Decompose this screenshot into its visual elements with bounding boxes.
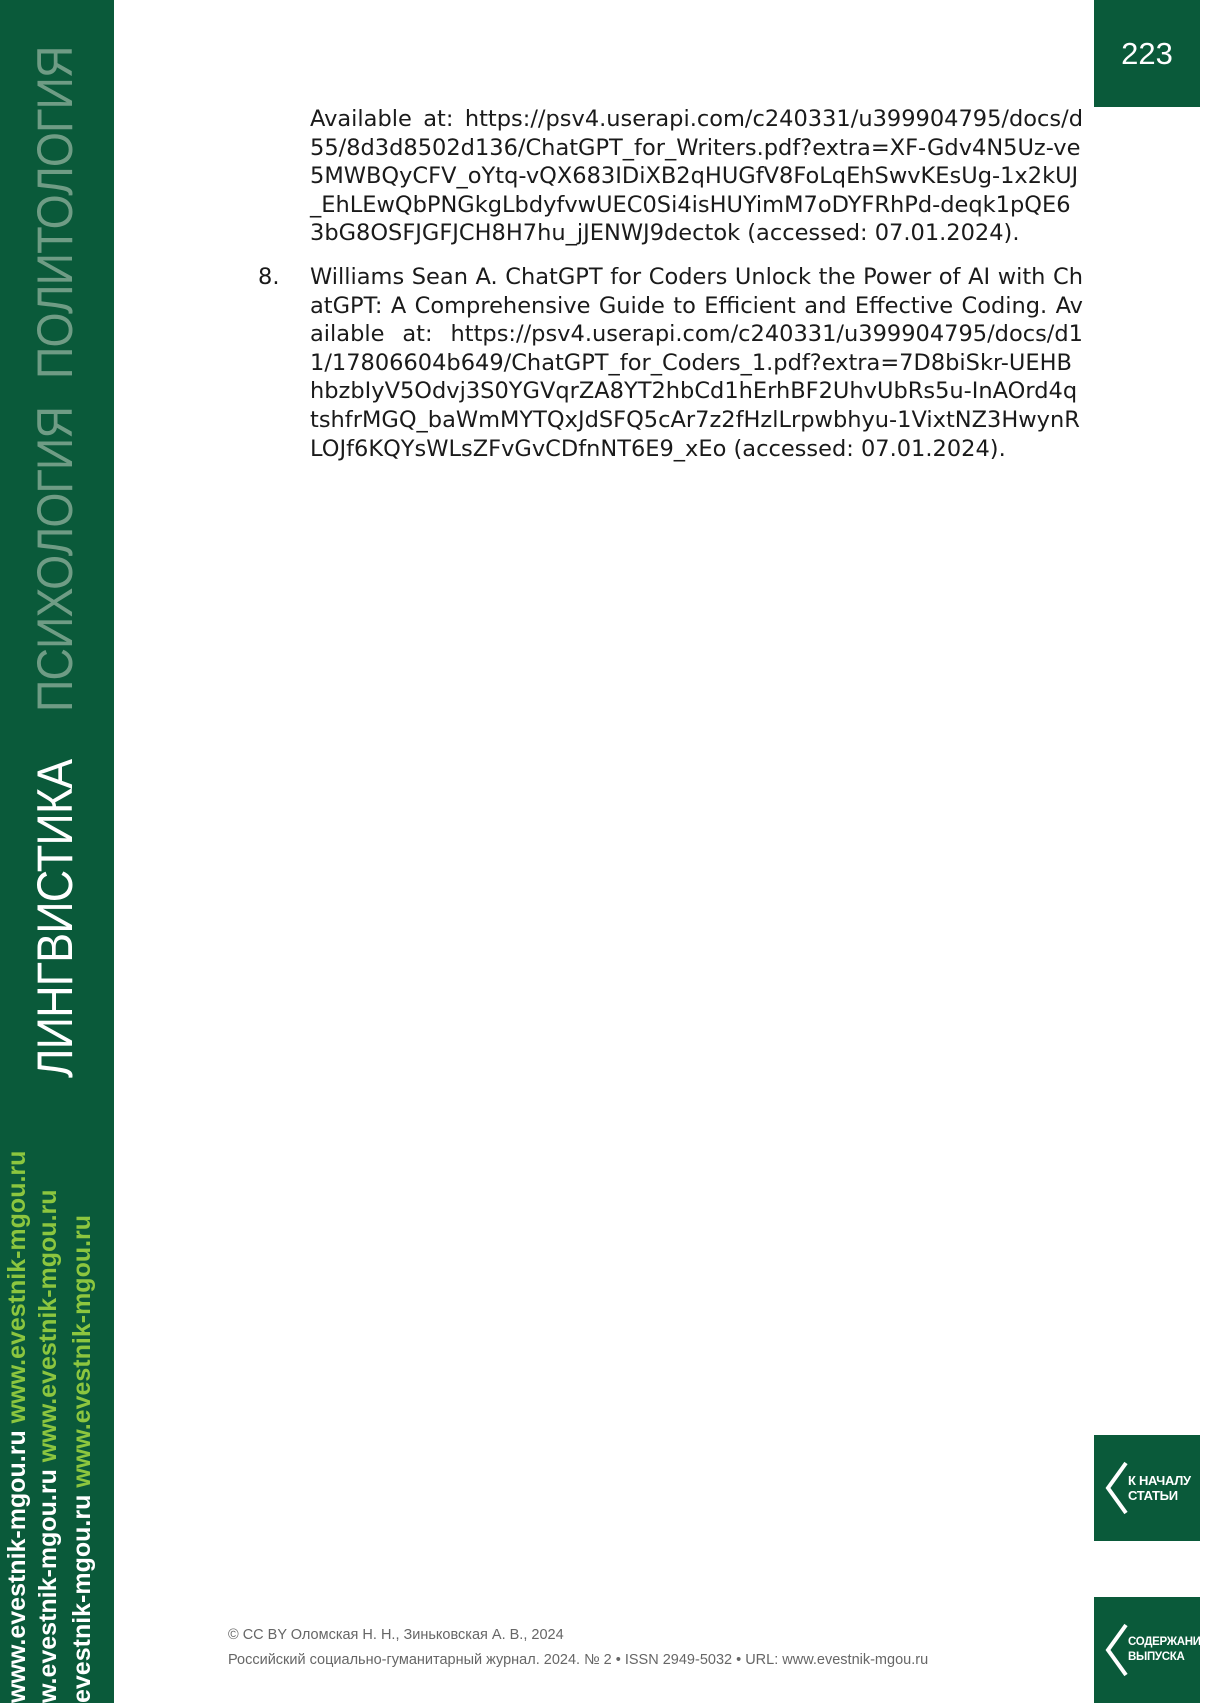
back-to-article-start-button[interactable] (1094, 1435, 1200, 1541)
reference-item (250, 105, 1083, 248)
site-url-link[interactable]: www.evestnik-mgou.ru (3, 1150, 31, 1424)
reference-item (250, 263, 1083, 463)
reference-number (250, 105, 310, 248)
site-url-link[interactable]: www.evestnik-mgou.ru (3, 1430, 31, 1703)
reference-text: Available at: https://psv4.userapi.com/c240331/u399904795/docs/d55/8d3d8502d136/ChatGPT_for_Writers.pdf?extra=XF-Gdv4N5Uz-ve5MWBQyCFV_oYtq-vQX683IDiXB2qHUGfV8FoLqEhSwvKEsUg-1x2kUJ_EhLEwQbPNGkgLbdyfvwUEC0Si4isHUYimM7oDYFRhPd-deqk1pQE63bG8OSFJGFJCH8H7hu_jJENWJ9dectok (accessed: 07.01.2024). (310, 106, 1083, 247)
site-url-link[interactable]: w.evestnik-mgou.ru (34, 1469, 62, 1703)
section-political-science: ПОЛИТОЛОГИЯ (27, 46, 83, 379)
site-url-link[interactable]: evestnik-mgou.ru (68, 1494, 96, 1703)
sidebar-url-row (5, 1151, 30, 1703)
journal-info-line: Российский социально-гуманитарный журнал. 2024. № 2 • ISSN 2949-5032 • URL: www.evestnik-mgou.ru (228, 1652, 929, 1668)
reference-text: Williams Sean A. ChatGPT for Coders Unlock the Power of AI with ChatGPT: A Comprehensive Guide to Efficient and Effective Coding. Available at: https://psv4.userapi.com/c240331/u399904795/docs/d11/17806604b649/ChatGPT_for_Coders_1.pdf?extra=7D8biSkr-UEHBhbzbIyV5Odvj3S0YGVqrZA8YT2hbCd1hErhBF2UhvUbRs5u-InAOrd4qtshfrMGQ_baWmMYTQxJdSFQ5cAr7z2fHzlLrpwbhyu-1VixtNZ3HwynRLOJf6KQYsWLsZFvGvCDfnNT6E9_xEo (accessed: 07.01.2024). (310, 263, 1083, 462)
sidebar-url-row (36, 1189, 61, 1703)
reference-number: 8. (258, 263, 280, 290)
copyright-line: © CC BY Оломская Н. Н., Зиньковская А. В., 2024 (228, 1627, 564, 1643)
nav-label: СОДЕРЖАНИЕ ВЫПУСКА (1128, 1636, 1208, 1663)
chevron-left-icon (1104, 1460, 1130, 1516)
footer (228, 1623, 928, 1673)
sidebar-url-row (70, 1215, 95, 1703)
page-number: 223 (1094, 0, 1200, 107)
chevron-left-icon (1104, 1622, 1130, 1678)
sidebar (0, 0, 114, 1703)
site-url-link[interactable]: www.evestnik-mgou.ru (68, 1214, 96, 1488)
section-psychology: ПСИХОЛОГИЯ (27, 407, 83, 712)
section-linguistics: ЛИНГВИСТИКА (27, 759, 83, 1078)
nav-label: К НАЧАЛУ СТАТЬИ (1128, 1473, 1191, 1503)
issue-contents-button[interactable] (1094, 1597, 1208, 1703)
reference-list (250, 105, 1083, 478)
site-url-link[interactable]: www.evestnik-mgou.ru (34, 1189, 62, 1463)
